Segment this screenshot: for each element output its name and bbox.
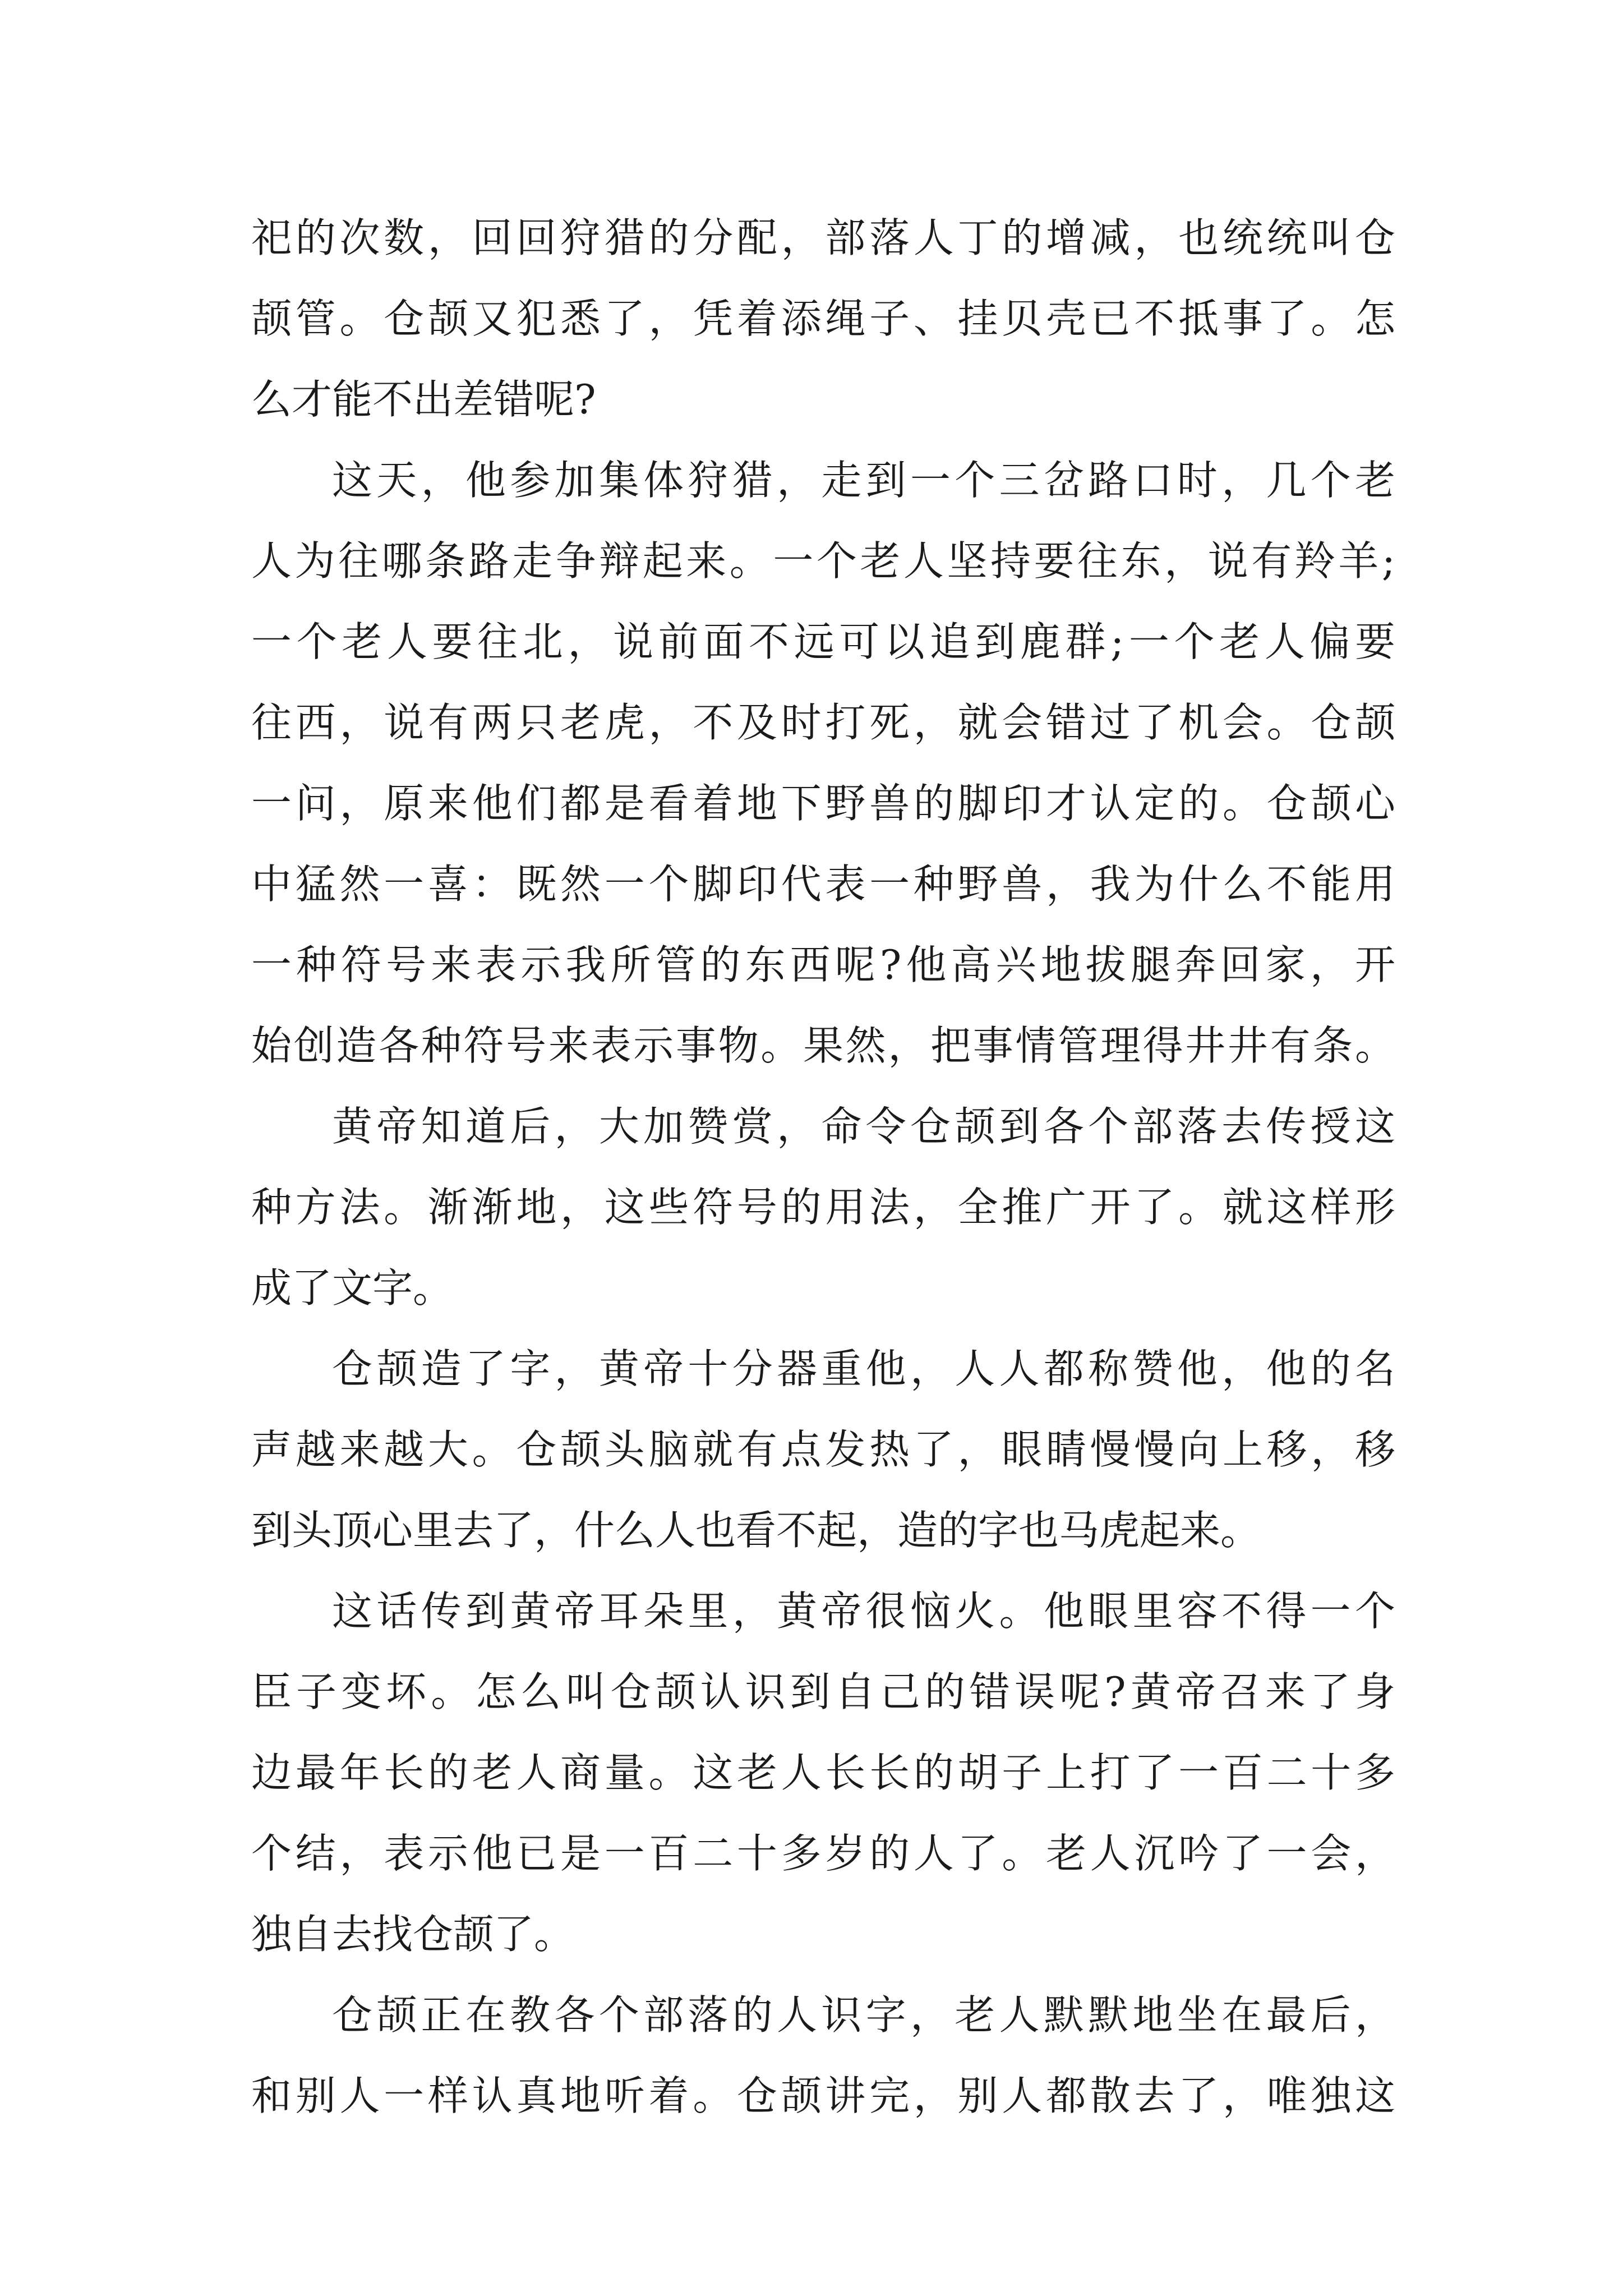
text-line: 仓颉正在教各个部落的人识字，老人默默地坐在最后， xyxy=(332,1991,1395,2039)
text-line: 臣子变坏。怎么叫仓颉认识到自己的错误呢?黄帝召来了身 xyxy=(251,1668,1395,1715)
text-line: 往西，说有两只老虎，不及时打死，就会错过了机会。仓颉 xyxy=(251,699,1395,746)
body-text xyxy=(251,197,1395,2136)
text-line: 一问，原来他们都是看着地下野兽的脚印才认定的。仓颉心 xyxy=(251,780,1395,827)
text-line: 一种符号来表示我所管的东西呢?他高兴地拔腿奔回家，开 xyxy=(251,941,1395,988)
text-line: 成了文字。 xyxy=(251,1264,454,1312)
text-line: 声越来越大。仓颉头脑就有点发热了，眼睛慢慢向上移，移 xyxy=(251,1426,1395,1473)
paragraph xyxy=(251,1328,1395,1571)
text-line: 个结，表示他已是一百二十多岁的人了。老人沉吟了一会， xyxy=(251,1830,1395,1877)
text-line: 么才能不出差错呢? xyxy=(251,376,596,423)
text-line: 颉管。仓颉又犯悉了，凭着添绳子、挂贝壳已不抵事了。怎 xyxy=(251,295,1395,342)
text-line: 始创造各种符号来表示事物。果然，把事情管理得井井有条。 xyxy=(251,1022,1395,1069)
paragraph xyxy=(251,1086,1395,1328)
text-line: 中猛然一喜：既然一个脚印代表一种野兽，我为什么不能用 xyxy=(251,861,1395,908)
text-line: 边最年长的老人商量。这老人长长的胡子上打了一百二十多 xyxy=(251,1749,1395,1796)
text-line: 到头顶心里去了，什么人也看不起，造的字也马虎起来。 xyxy=(251,1507,1261,1554)
text-line: 祀的次数，回回狩猎的分配，部落人丁的增减，也统统叫仓 xyxy=(251,214,1395,261)
paragraph xyxy=(251,1975,1395,2136)
text-line: 这天，他参加集体狩猎，走到一个三岔路口时，几个老 xyxy=(332,457,1395,504)
text-line: 仓颉造了字，黄帝十分器重他，人人都称赞他，他的名 xyxy=(332,1345,1395,1392)
text-line: 独自去找仓颉了。 xyxy=(251,1911,575,1958)
paragraph xyxy=(251,1571,1395,1975)
text-line: 这话传到黄帝耳朵里，黄帝很恼火。他眼里容不得一个 xyxy=(332,1588,1395,1635)
text-line: 种方法。渐渐地，这些符号的用法，全推广开了。就这样形 xyxy=(251,1184,1395,1231)
text-line: 一个老人要往北，说前面不远可以追到鹿群;一个老人偏要 xyxy=(251,618,1395,665)
text-line: 黄帝知道后，大加赞赏，命令仓颉到各个部落去传授这 xyxy=(332,1103,1395,1150)
paragraph xyxy=(251,440,1395,1086)
paragraph xyxy=(251,197,1395,440)
text-line: 和别人一样认真地听着。仓颉讲完，别人都散去了，唯独这 xyxy=(251,2072,1395,2119)
text-line: 人为往哪条路走争辩起来。一个老人坚持要往东，说有羚羊; xyxy=(251,537,1395,585)
